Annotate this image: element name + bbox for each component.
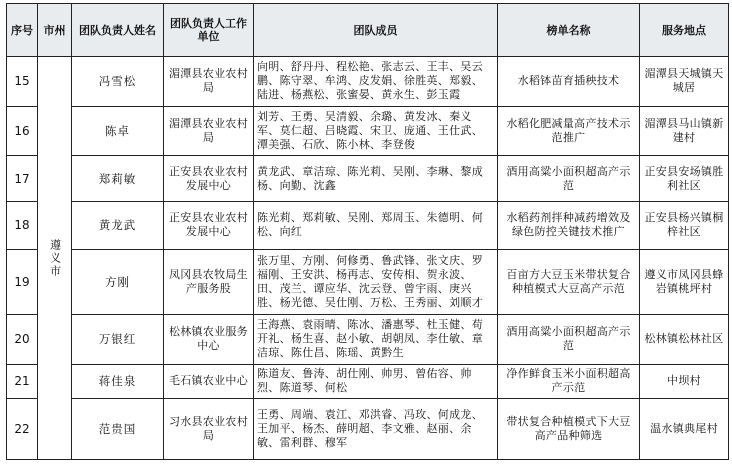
- row-unit: 正安县农业农村发展中心: [164, 202, 254, 250]
- table-row: [7, 156, 729, 202]
- row-unit: 湄潭县农业农村局: [164, 57, 254, 107]
- table-row: [7, 57, 729, 107]
- row-index: 16: [7, 106, 38, 156]
- row-unit: 凤冈县农牧局生产服务股: [164, 249, 254, 314]
- row-index: 17: [7, 156, 38, 202]
- row-unit: 湄潭县农业农村局: [164, 106, 254, 156]
- header-leader: 团队负责人姓名: [72, 4, 164, 57]
- table-row: [7, 202, 729, 250]
- row-members: 黄龙武、章洁琼、陈光莉、吴刚、李琳、黎成杨、向勤、沈鑫: [254, 156, 498, 202]
- row-list-name: 酒用高粱小面积超高产示范: [498, 156, 640, 202]
- header-location: 服务地点: [640, 4, 729, 57]
- row-unit: 正安县农业农村发展中心: [164, 156, 254, 202]
- row-list-name: 净作鲜食玉米小面积超高产示范: [498, 364, 640, 399]
- row-leader: 黄龙武: [72, 202, 164, 250]
- row-leader: 郑莉敏: [72, 156, 164, 202]
- row-members: 陈光莉、郑莉敏、吴刚、郑周玉、朱德明、何松、向红: [254, 202, 498, 250]
- table-row: [7, 106, 729, 156]
- row-leader: 范贵国: [72, 399, 164, 460]
- header-list-name: 榜单名称: [498, 4, 640, 57]
- row-list-name: 酒用高粱小面积超高产示范: [498, 314, 640, 364]
- row-index: 15: [7, 57, 38, 107]
- header-index: 序号: [7, 4, 38, 57]
- row-leader: 陈卓: [72, 106, 164, 156]
- row-location: 湄潭县马山镇新建村: [640, 106, 729, 156]
- row-members: 向明、舒丹丹、程松艳、张志云、王丰、吴云鹏、陈守翠、牟鸿、皮发娟、徐胜英、郑毅、陆进、杨燕松、张蜜晏、黄永生、彭玉霞: [254, 57, 498, 107]
- row-leader: 蒋佳泉: [72, 364, 164, 399]
- table-row: [7, 364, 729, 399]
- row-location: 湄潭县天城镇天城居: [640, 57, 729, 107]
- row-leader: 方刚: [72, 249, 164, 314]
- row-index: 22: [7, 399, 38, 460]
- table-row: [7, 249, 729, 314]
- row-members: 刘芳、王勇、吴清毅、余璐、黄发冰、秦义军、莫仁超、吕晓霞、宋卫、庞通、王仕武、潭美强、石欣、陈小林、李登俊: [254, 106, 498, 156]
- row-index: 21: [7, 364, 38, 399]
- row-unit: 习水县农业农村局: [164, 399, 254, 460]
- row-location: 正安县安场镇胜利社区: [640, 156, 729, 202]
- row-location: 松林镇松林社区: [640, 314, 729, 364]
- row-unit: 松林镇农业服务中心: [164, 314, 254, 364]
- table-row: [7, 399, 729, 460]
- row-members: 张万里、方刚、何修勇、鲁武锋、张文庆、罗福刚、王安洪、杨再志、安传相、贺永波、田、茂兰、谭应华、沈云登、曾宇雨、庚兴胜、杨光德、吴仕刚、万松、王秀丽、刘顺才: [254, 249, 498, 314]
- team-table: [6, 3, 729, 460]
- header-unit: 团队负责人工作单位: [164, 4, 254, 57]
- row-index: 18: [7, 202, 38, 250]
- row-members: 王勇、周端、袁江、邓洪睿、冯玫、何成龙、王加平、杨杰、薛明超、李文雅、赵丽、余敏、雷利群、穆军: [254, 399, 498, 460]
- row-index: 20: [7, 314, 38, 364]
- header-city: 市州: [38, 4, 72, 57]
- row-leader: 冯雪松: [72, 57, 164, 107]
- row-list-name: 水稻钵苗育插秧技术: [498, 57, 640, 107]
- row-list-name: 水稻药剂拌种减药增效及绿色防控关键技术推广: [498, 202, 640, 250]
- row-list-name: 百亩方大豆玉米带状复合种植模式大豆高产示范: [498, 249, 640, 314]
- row-leader: 万银红: [72, 314, 164, 364]
- header-row: [7, 4, 729, 57]
- header-members: 团队成员: [254, 4, 498, 57]
- row-location: 温水镇典尾村: [640, 399, 729, 460]
- row-members: 陈道友、鲁涛、胡仕刚、帅男、曾佑容、帅烈、陈道琴、何松: [254, 364, 498, 399]
- row-location: 遵义市凤冈县蜂岩镇桃坪村: [640, 249, 729, 314]
- row-unit: 毛石镇农业中心: [164, 364, 254, 399]
- city-cell: 遵义市: [38, 57, 72, 460]
- table-row: [7, 314, 729, 364]
- row-members: 王海燕、袁雨晴、陈冰、潘惠琴、杜玉健、苟开礼、杨生喜、赵小敏、胡朝凤、李仕敏、章洁琼、陈仕昌、陈瑶、黄黔生: [254, 314, 498, 364]
- row-list-name: 水稻化肥减量高产技术示范推广: [498, 106, 640, 156]
- row-list-name: 带状复合种植模式下大豆高产品种筛选: [498, 399, 640, 460]
- row-location: 正安县杨兴镇桐梓社区: [640, 202, 729, 250]
- row-location: 中坝村: [640, 364, 729, 399]
- row-index: 19: [7, 249, 38, 314]
